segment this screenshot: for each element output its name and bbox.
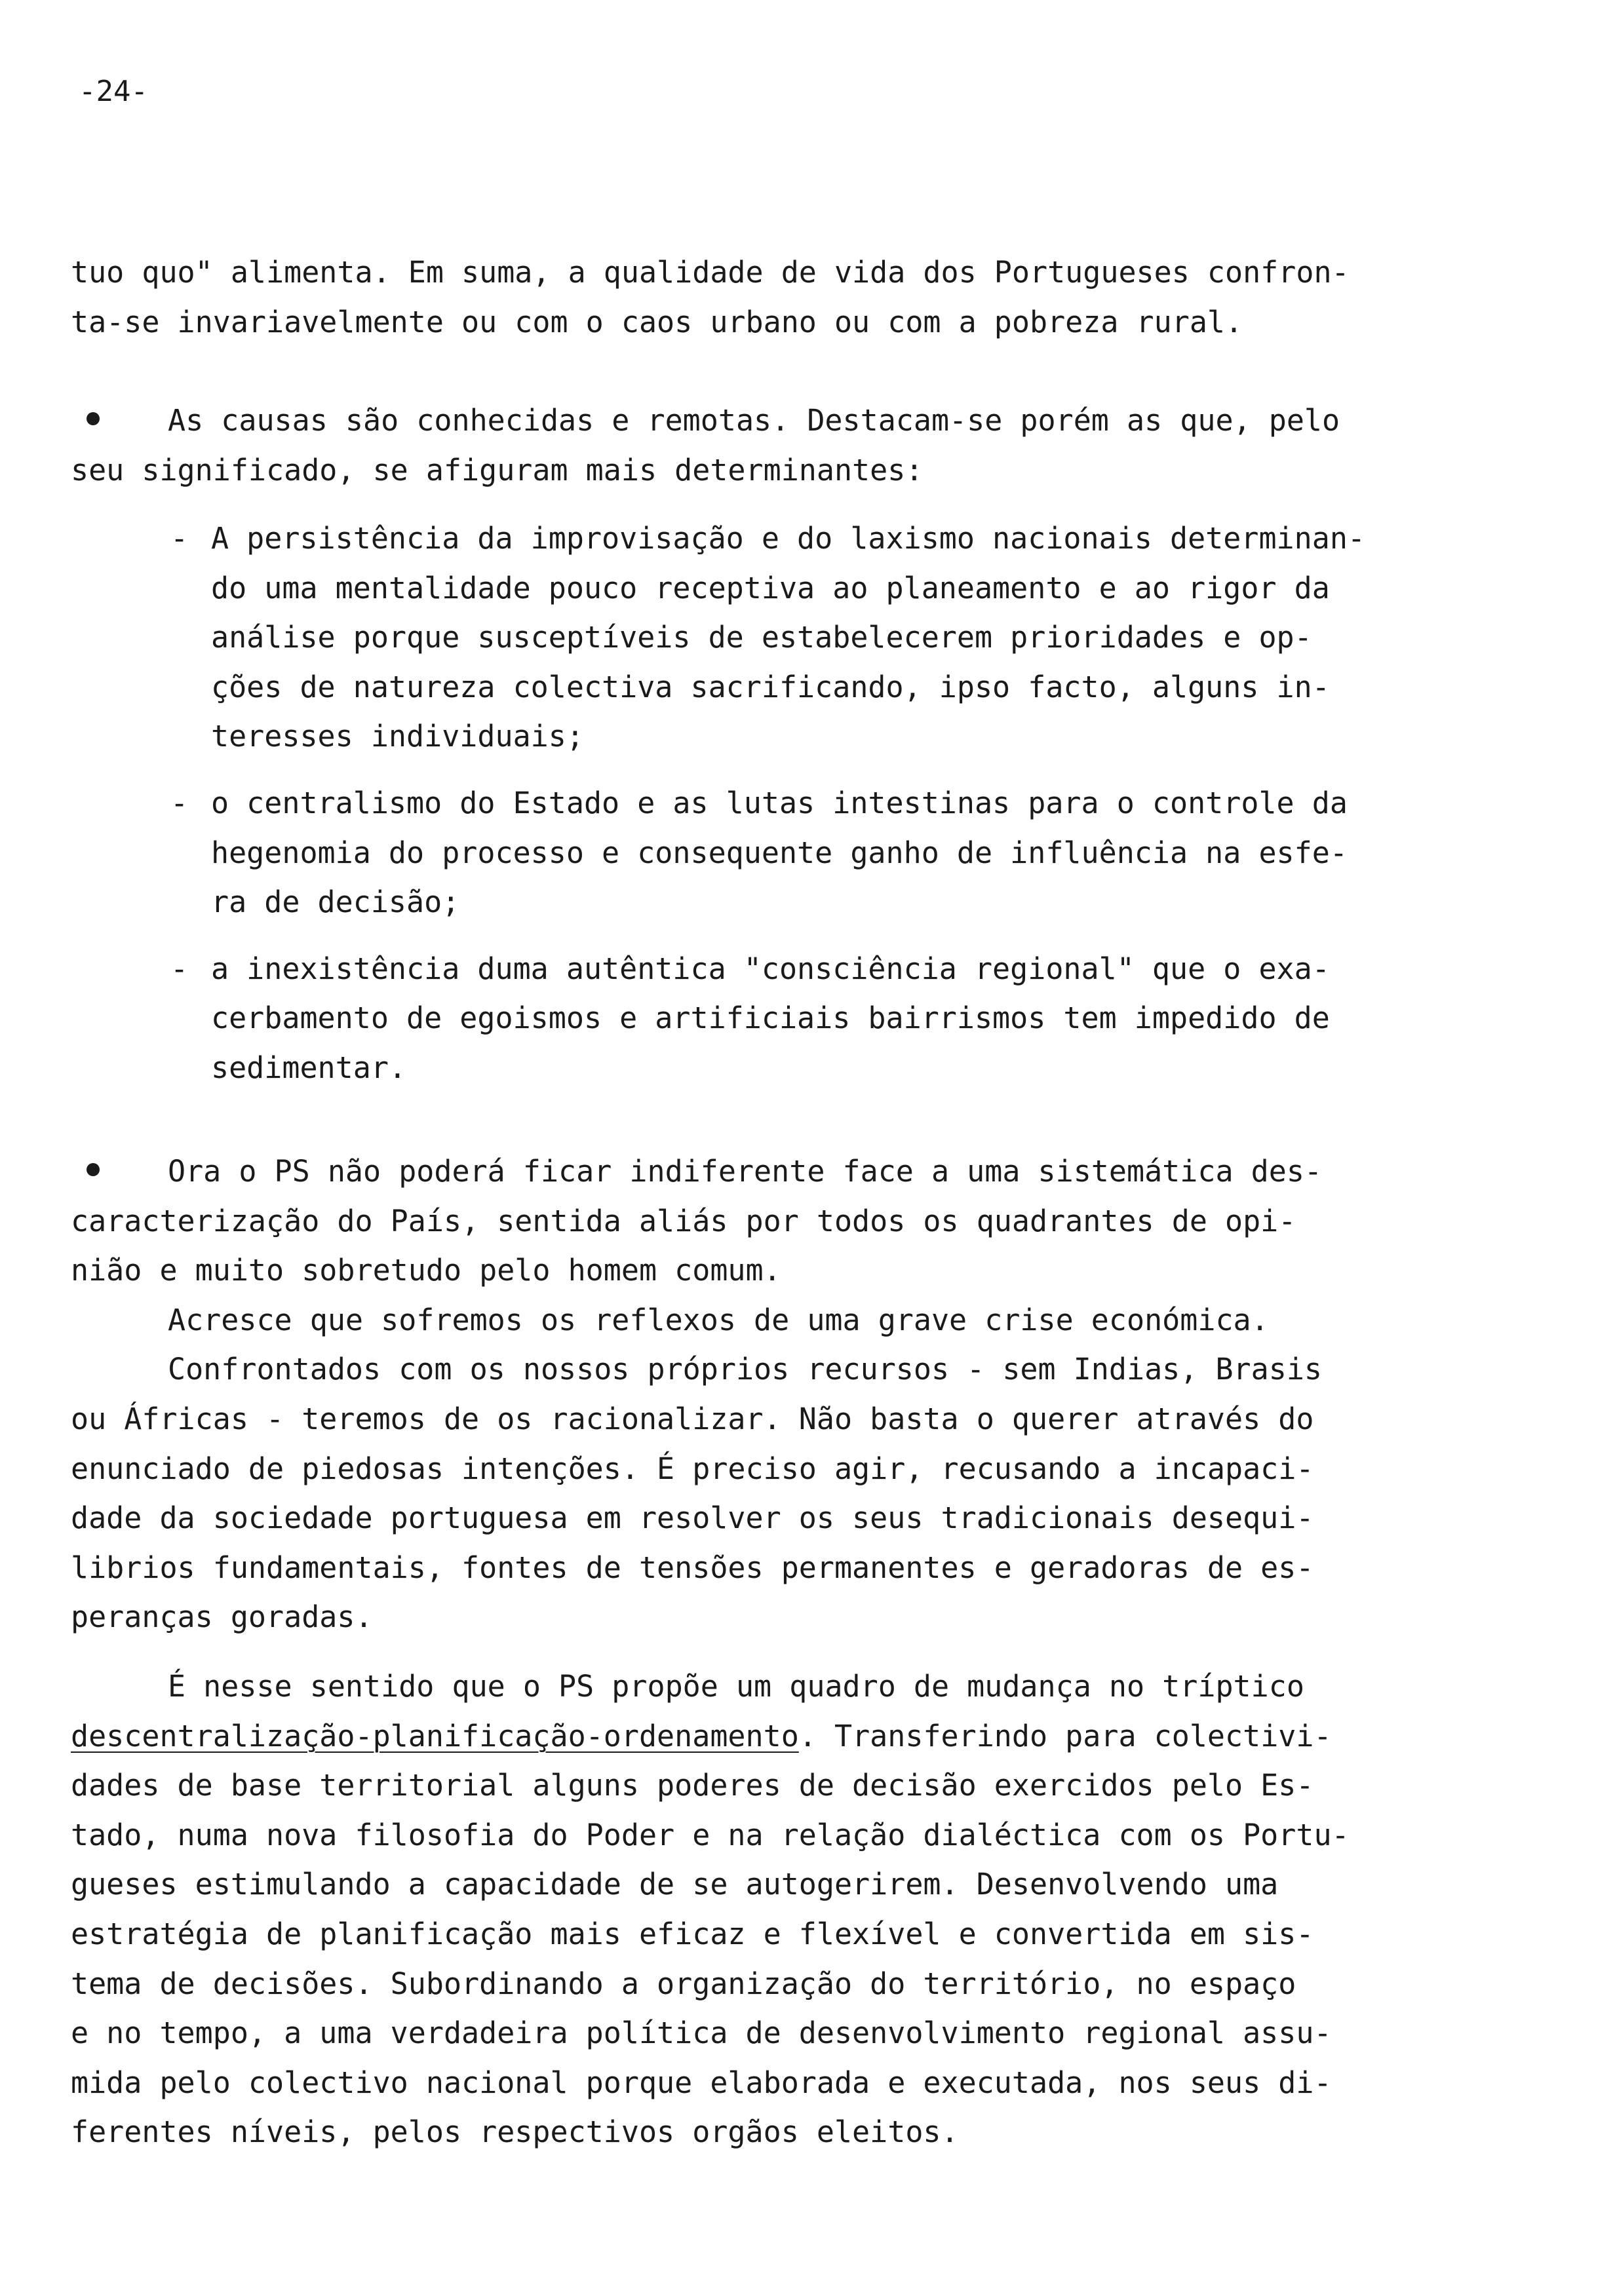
final-paragraph — [71, 1662, 1539, 2157]
text-line: Confrontados com os nossos próprios recursos - sem Indias, Brasis — [168, 1352, 1322, 1387]
text-line: ções de natureza colectiva sacrificando, ipso facto, alguns in- — [211, 669, 1330, 704]
bullet-marker — [71, 396, 168, 446]
text-line: tuo quo" alimenta. Em suma, a qualidade de vida dos Portugueses confron- — [71, 255, 1350, 290]
list-item — [170, 944, 1547, 1093]
text-line: nião e muito sobretudo pelo homem comum. — [71, 1253, 781, 1288]
text-line: a inexistência duma autêntica "consciência regional" que o exa- — [211, 951, 1330, 986]
text-line: ou Áfricas - teremos de os racionalizar. Não basta o querer através do — [71, 1401, 1314, 1436]
text-line: As causas são conhecidas e remotas. Destacam-se porém as que, pelo — [168, 403, 1340, 438]
bullet-line — [71, 396, 1539, 446]
bullet-dot-icon — [87, 412, 100, 425]
text-line: enunciado de piedosas intenções. É preciso agir, recusando a incapaci- — [71, 1451, 1314, 1486]
text-line: gueses estimulando a capacidade de se autogerirem. Desenvolvendo uma — [71, 1867, 1279, 1902]
text-line: estratégia de planificação mais eficaz e flexível e convertida em sis- — [71, 1916, 1314, 1951]
text-line: sedimentar. — [211, 1050, 407, 1085]
text-line: do uma mentalidade pouco receptiva ao planeamento e ao rigor da — [211, 570, 1330, 605]
text-line: Ora o PS não poderá ficar indiferente face a uma sistemática des- — [168, 1154, 1322, 1189]
text-line: Acresce que sofremos os reflexos de uma grave crise económica. — [168, 1302, 1269, 1337]
text-line: A persistência da improvisação e do laxismo nacionais determinan- — [211, 521, 1365, 556]
text-line: o centralismo do Estado e as lutas intestinas para o controle da — [211, 785, 1348, 820]
text-line: teresses individuais; — [211, 719, 584, 754]
causes-list — [170, 514, 1547, 1110]
text-line: dade da sociedade portuguesa em resolver os seus tradicionais desequi- — [71, 1501, 1314, 1536]
text-line: peranças goradas. — [71, 1599, 373, 1635]
text-line: hegenomia do processo e consequente ganho de influência na esfe- — [211, 835, 1348, 870]
text-line: tado, numa nova filosofia do Poder e na relação dialéctica com os Portu- — [71, 1817, 1350, 1852]
text-line: e no tempo, a uma verdadeira política de desenvolvimento regional assu- — [71, 2016, 1332, 2051]
list-item — [170, 778, 1547, 927]
underlined-term: descentralização-planificação-ordenamento — [71, 1718, 799, 1753]
text-line: librios fundamentais, fontes de tensões permanentes e geradoras de es- — [71, 1550, 1314, 1585]
text-line — [71, 1712, 1539, 1761]
bullet-line — [71, 1147, 1539, 1196]
ps-paragraph — [71, 1147, 1539, 1642]
dash-marker: - — [170, 521, 189, 556]
text-line: ta-se invariavelmente ou com o caos urbano ou com a pobreza rural. — [71, 304, 1243, 339]
text-line: dades de base territorial alguns poderes de decisão exercidos pelo Es- — [71, 1768, 1314, 1803]
text-line: cerbamento de egoismos e artificiais bairrismos tem impedido de — [211, 1001, 1330, 1036]
text-line: análise porque susceptíveis de estabelecerem prioridades e op- — [211, 620, 1312, 655]
page-number: -24- — [79, 75, 148, 108]
text-line: seu significado, se afiguram mais determinantes: — [71, 452, 924, 488]
causes-paragraph — [71, 396, 1539, 495]
text-line: tema de decisões. Subordinando a organização do território, no espaço — [71, 1966, 1296, 2001]
text-line: mida pelo colectivo nacional porque elaborada e executada, nos seus di- — [71, 2065, 1332, 2100]
bullet-dot-icon — [87, 1163, 100, 1176]
text-line: ra de decisão; — [211, 885, 460, 920]
bullet-marker — [71, 1147, 168, 1196]
text-line: caracterização do País, sentida aliás por todos os quadrantes de opi- — [71, 1203, 1296, 1238]
text-fragment: . Transferindo para colectivi- — [798, 1718, 1332, 1753]
text-line: ferentes níveis, pelos respectivos orgãos eleitos. — [71, 2114, 959, 2150]
text-line: É nesse sentido que o PS propõe um quadro de mudança no tríptico — [168, 1669, 1304, 1704]
dash-marker: - — [170, 951, 189, 986]
dash-marker: - — [170, 785, 189, 820]
list-item — [170, 514, 1547, 761]
intro-paragraph — [71, 248, 1539, 347]
